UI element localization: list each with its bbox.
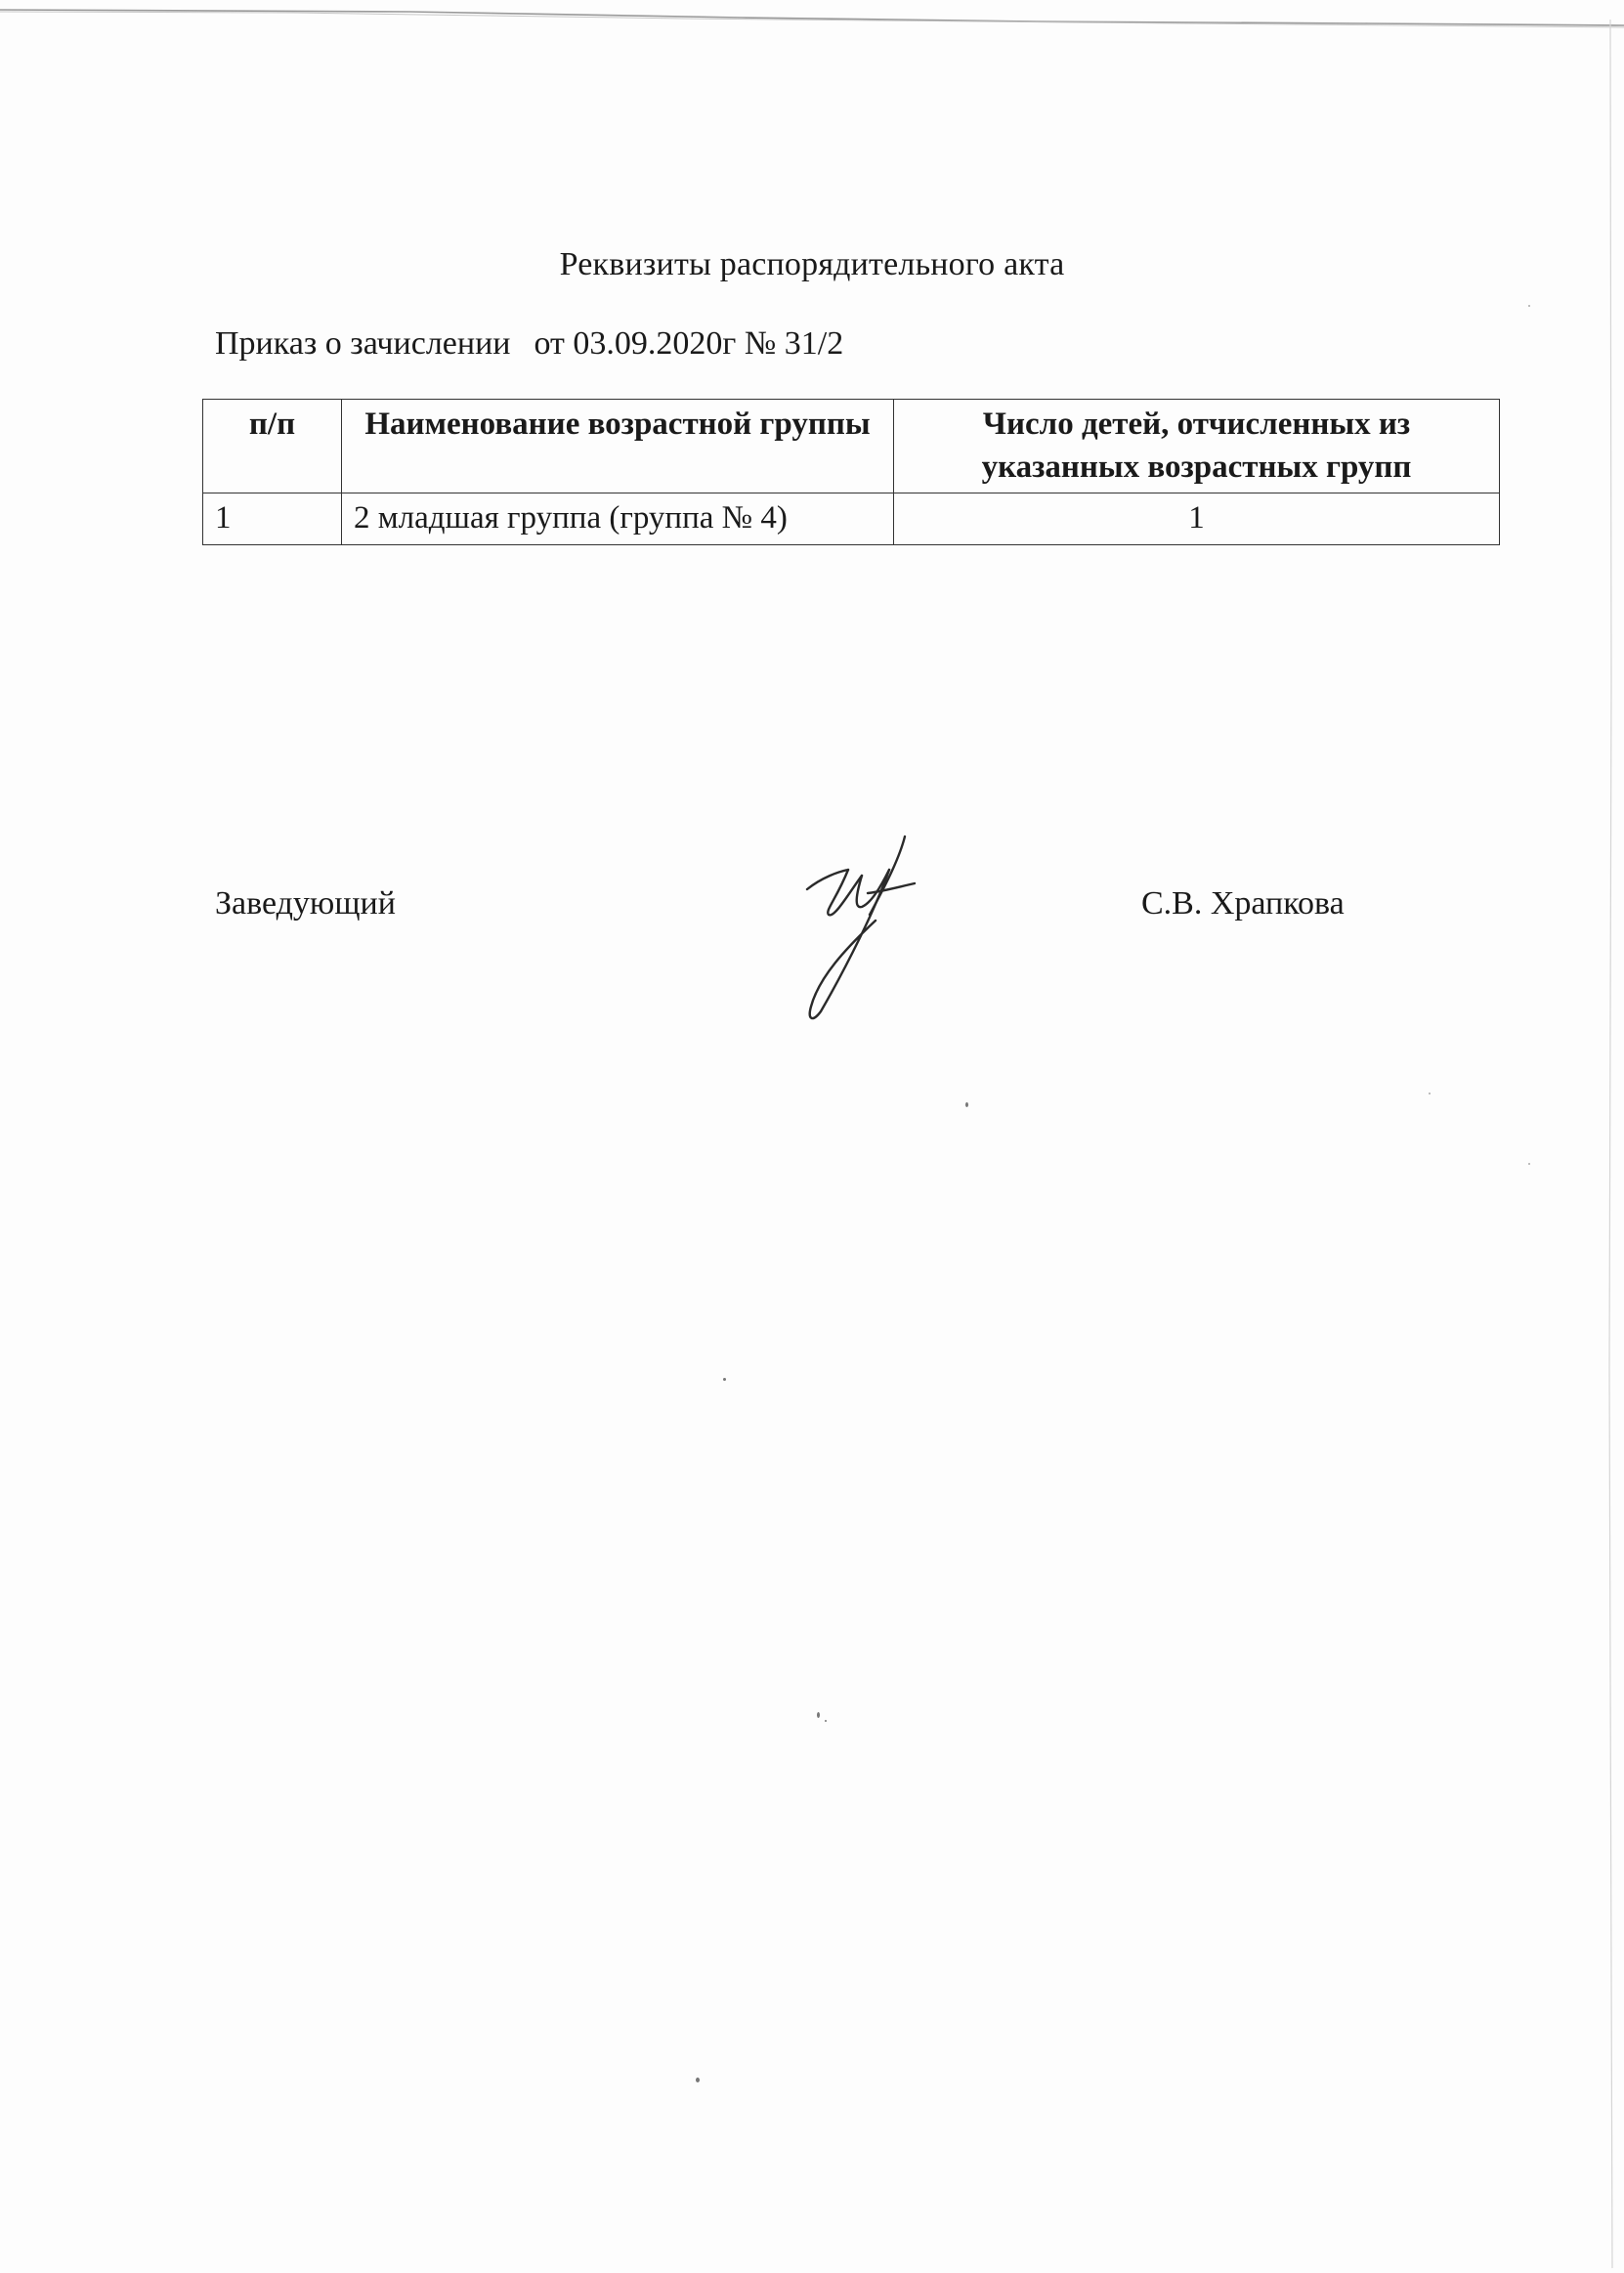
scan-top-edge	[0, 8, 1624, 29]
scan-speck	[1429, 1093, 1431, 1094]
row-children-count: 1	[894, 493, 1500, 545]
scan-speck	[1528, 1163, 1530, 1165]
scan-speck	[965, 1102, 968, 1107]
scan-right-edge	[1595, 0, 1624, 2268]
header-group-name: Наименование возрастной группы	[342, 400, 894, 493]
signatory-role: Заведующий	[215, 885, 396, 922]
order-type: Приказ о зачислении	[215, 325, 511, 362]
row-number: 1	[203, 493, 342, 545]
table-header-row	[203, 400, 1500, 493]
scan-speck	[1528, 305, 1530, 307]
header-children-count: Число детей, отчисленных из указанных возрастных групп	[894, 400, 1500, 493]
handwritten-signature	[768, 831, 954, 1026]
scan-speck	[817, 1712, 820, 1718]
signatory-name: С.В. Храпкова	[1141, 885, 1345, 922]
header-number: п/п	[203, 400, 342, 493]
order-line	[215, 325, 843, 363]
document-title: Реквизиты распорядительного акта	[559, 246, 1065, 282]
table-row	[203, 493, 1500, 545]
requisites-table	[202, 399, 1500, 545]
scan-speck	[825, 1720, 827, 1722]
scan-speck	[723, 1378, 726, 1381]
row-group-name: 2 младшая группа (группа № 4)	[342, 493, 894, 545]
scan-speck	[696, 2078, 700, 2082]
order-reference: от 03.09.2020г № 31/2	[534, 325, 844, 362]
